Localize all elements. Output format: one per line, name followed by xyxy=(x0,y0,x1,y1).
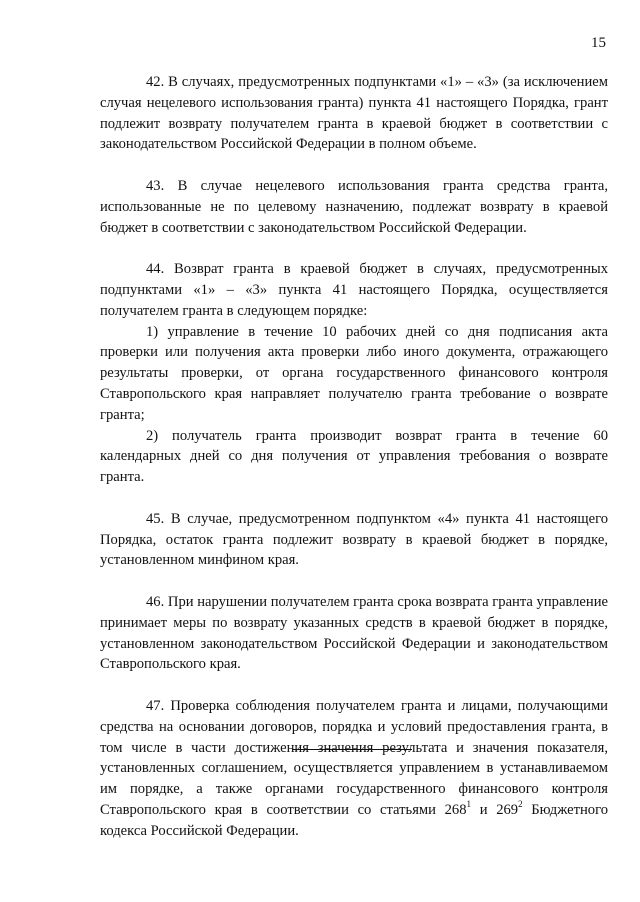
closing-rule xyxy=(292,749,412,750)
paragraph-43: 43. В случае нецелевого использования гранта средства гранта, использованные не по целевому назначению, подлежат возврату в краевой бюджет в соответствии с законодательством Российской Федерации. xyxy=(100,177,608,236)
document-body xyxy=(100,72,608,841)
article-268-superscript: 1 xyxy=(466,799,472,810)
paragraph-44-item-1: 1) управление в течение 10 рабочих дней со дня подписания акта проверки или получения акта проверки либо иного документа, отражающего результаты проверки, от органа государственного финансового контроля Ставропольского края направляет получателю гранта требование о возврате гранта; xyxy=(100,323,608,423)
paragraph-44-item-2: 2) получатель гранта производит возврат гранта в течение 60 календарных дней со дня получения от управления требования о возврате гранта. xyxy=(100,427,608,486)
paragraph-45: 45. В случае, предусмотренном подпунктом «4» пункта 41 настоящего Порядка, остаток гранта подлежит возврату в краевой бюджет в порядке, установленном минфином края. xyxy=(100,510,608,569)
page-number: 15 xyxy=(591,35,606,51)
paragraph-46: 46. При нарушении получателем гранта срока возврата гранта управление принимает меры по возврату указанных средств в краевой бюджет в порядке, установленном законодательством Российской Федерации и законодательством Ставропольского края. xyxy=(100,593,608,673)
paragraph-47-and: и 269 xyxy=(471,801,519,818)
paragraph-47-text: 47. Проверка соблюдения получателем гранта и лицами, получающими средства на основании договоров, порядка и условий предоставления гранта, в том числе в части достижения значения результата и значения показателя, установленных соглашением, осуществляется управлением в устанавливаемом им порядке, а также органами государственного финансового контроля Ставропольского края в соответствии со статьями 268 xyxy=(100,697,608,818)
paragraph-44: 44. Возврат гранта в краевой бюджет в случаях, предусмотренных подпунктами «1» – «3» пункта 41 настоящего Порядка, осуществляется получателем гранта в следующем порядке: xyxy=(100,261,608,319)
article-269-superscript: 2 xyxy=(518,799,523,810)
paragraph-42: 42. В случаях, предусмотренных подпунктами «1» – «3» (за исключением случая нецелевого использования гранта) пункта 41 настоящего Порядка, грант подлежит возврату получателем гранта в краевой бюджет в соответствии с законодательством Российской Федерации в полном объеме. xyxy=(100,74,608,153)
paragraph-47 xyxy=(100,696,608,842)
paragraph-47-end: Бюджетного кодекса Российской Федерации. xyxy=(100,801,609,839)
